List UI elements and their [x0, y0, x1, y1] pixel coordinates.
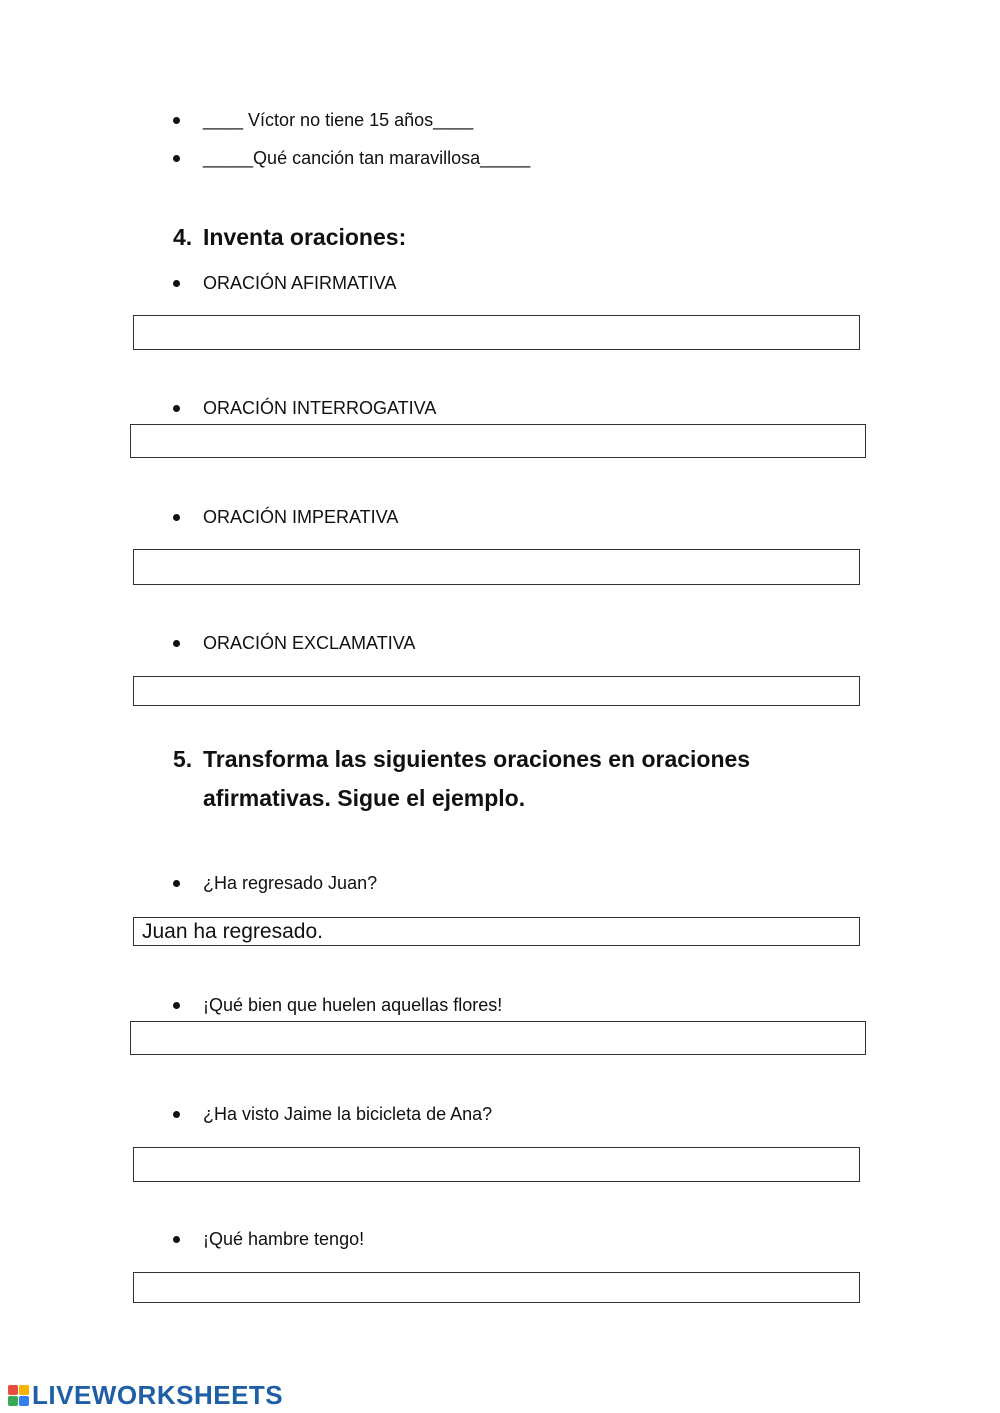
section-number: 5. [173, 746, 193, 772]
logo-blocks-icon [8, 1385, 29, 1406]
item-label: ORACIÓN AFIRMATIVA [203, 273, 397, 293]
answer-input[interactable] [130, 424, 866, 458]
answer-input[interactable] [133, 1147, 860, 1182]
item-label: ORACIÓN INTERROGATIVA [203, 398, 437, 418]
answer-input[interactable] [133, 676, 860, 706]
bullet-icon [173, 514, 180, 521]
bullet-icon [173, 880, 180, 887]
logo-block [19, 1385, 29, 1395]
logo-block [8, 1396, 18, 1406]
section-number: 4. [173, 224, 193, 250]
answer-input[interactable] [133, 1272, 860, 1303]
liveworksheets-logo[interactable] [8, 1380, 283, 1410]
bullet-icon [173, 1002, 180, 1009]
logo-block [8, 1385, 18, 1395]
item-label: ¡Qué hambre tengo! [203, 1229, 365, 1249]
section-title: Transforma las siguientes oraciones en oraciones afirmativas. Sigue el ejemplo. [203, 746, 751, 811]
answer-input[interactable] [133, 917, 860, 946]
bullet-icon [173, 155, 180, 162]
item-label: ORACIÓN EXCLAMATIVA [203, 633, 416, 653]
bullet-icon [173, 405, 180, 412]
item-label: ¡Qué bien que huelen aquellas flores! [203, 995, 503, 1015]
sentence-text: ____ Víctor no tiene 15 años____ [203, 110, 474, 130]
answer-input[interactable] [133, 549, 860, 585]
bullet-icon [173, 640, 180, 647]
item-label: ¿Ha regresado Juan? [203, 873, 378, 893]
bullet-icon [173, 1111, 180, 1118]
bullet-icon [173, 1236, 180, 1243]
section-title: Inventa oraciones: [203, 224, 407, 250]
bullet-icon [173, 280, 180, 287]
answer-input[interactable] [130, 1021, 866, 1055]
item-label: ¿Ha visto Jaime la bicicleta de Ana? [203, 1104, 493, 1124]
answer-input[interactable] [133, 315, 860, 350]
logo-block [19, 1396, 29, 1406]
bullet-icon [173, 117, 180, 124]
item-label: ORACIÓN IMPERATIVA [203, 507, 399, 527]
logo-text: LIVEWORKSHEETS [32, 1379, 284, 1410]
sentence-text: _____Qué canción tan maravillosa_____ [203, 148, 531, 168]
